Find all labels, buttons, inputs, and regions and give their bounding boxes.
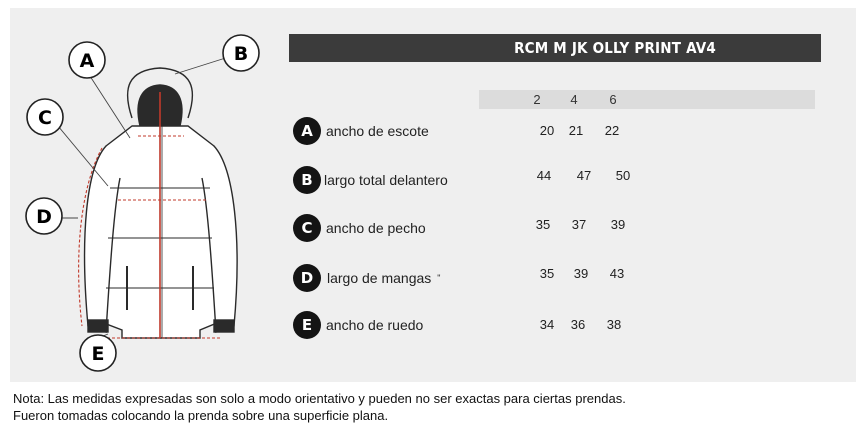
measurement-value: 47	[576, 168, 592, 183]
measurement-value: 39	[573, 266, 589, 281]
size-label: 2	[533, 92, 541, 107]
size-label: 6	[609, 92, 617, 107]
measurement-value: 20	[539, 123, 555, 138]
measurement-row	[0, 166, 866, 196]
svg-text:D: D	[36, 206, 52, 228]
measurement-value: 35	[539, 266, 555, 281]
measurement-value: 36	[570, 317, 586, 332]
tick-mark: "	[437, 273, 441, 283]
measurement-value: 37	[571, 217, 587, 232]
measurement-label: largo total delantero	[324, 172, 448, 188]
note-line: Fueron tomadas colocando la prenda sobre una superficie plana.	[13, 408, 389, 423]
measurement-badge: C	[293, 214, 321, 242]
size-label: 4	[570, 92, 578, 107]
measurement-value: 43	[609, 266, 625, 281]
measurement-value: 39	[610, 217, 626, 232]
measurement-badge: D	[293, 264, 321, 292]
svg-text:A: A	[79, 50, 95, 72]
measurement-badge: E	[293, 311, 321, 339]
measurement-badge: B	[293, 166, 321, 194]
svg-text:B: B	[233, 43, 249, 65]
measurement-value: 35	[535, 217, 551, 232]
product-title: RCM M JK OLLY PRINT AV4	[289, 34, 821, 62]
measurement-value: 44	[536, 168, 552, 183]
svg-text:E: E	[91, 343, 105, 365]
disclaimer-note	[13, 390, 626, 424]
measurement-row	[0, 311, 866, 341]
measurement-label	[327, 264, 441, 292]
callout-b	[223, 35, 259, 71]
measurement-value: 50	[615, 168, 631, 183]
measurement-value: 22	[604, 123, 620, 138]
measurement-label: ancho de ruedo	[326, 317, 424, 333]
callout-a	[69, 42, 105, 78]
measurement-badge: A	[293, 117, 321, 145]
measurement-value: 34	[539, 317, 555, 332]
measurement-value: 21	[568, 123, 584, 138]
measurement-row	[0, 117, 866, 147]
measurement-label: ancho de escote	[326, 123, 429, 139]
measurement-label-text: largo de mangas	[327, 270, 432, 286]
size-header	[479, 90, 815, 109]
measurement-value: 38	[606, 317, 622, 332]
svg-text:C: C	[38, 107, 52, 129]
note-line: Nota: Las medidas expresadas son solo a modo orientativo y pueden no ser exactas para ciertas prendas.	[13, 391, 626, 406]
measurement-label: ancho de pecho	[326, 220, 426, 236]
measurement-row	[0, 214, 866, 244]
measurement-row	[0, 264, 866, 294]
